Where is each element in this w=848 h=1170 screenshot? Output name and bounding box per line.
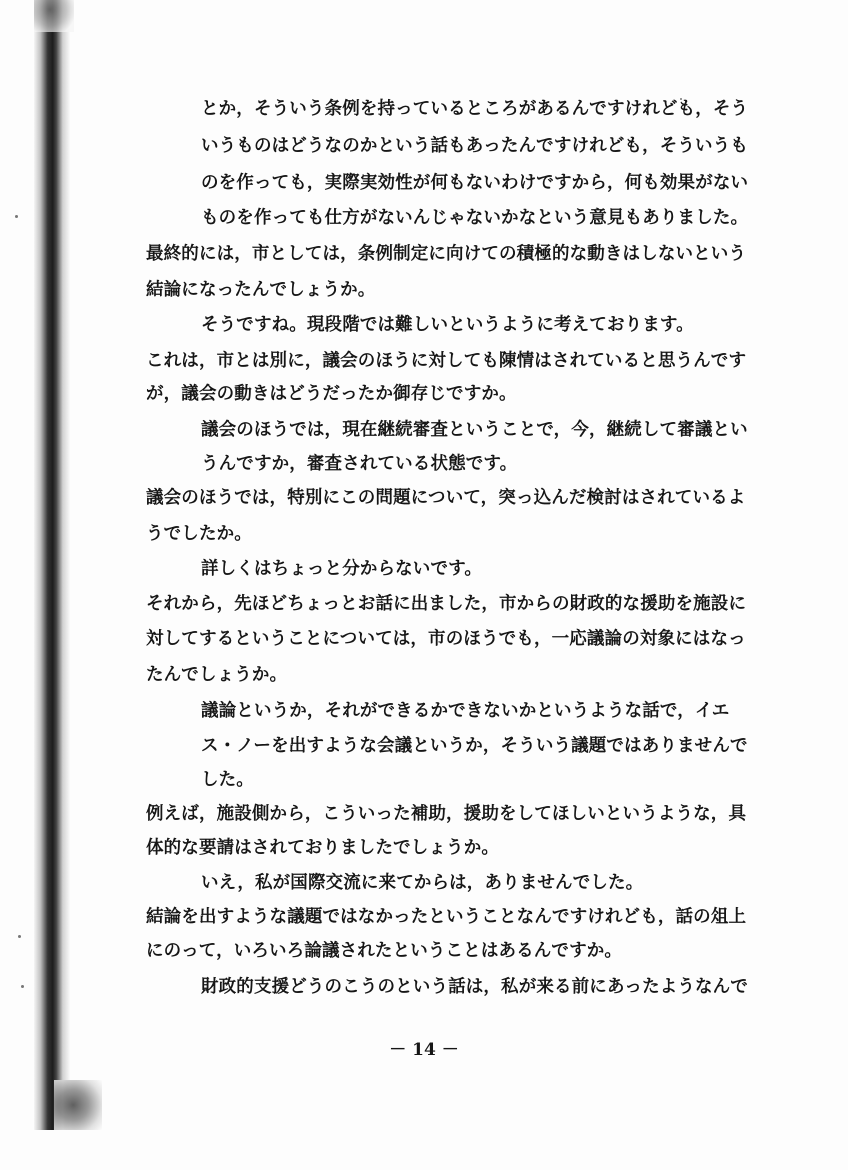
text-line: 議会のほうでは，特別にこの問題について，突っ込んだ検討はされているよ xyxy=(146,488,746,508)
text-line: が，議会の動きはどうだったか御存じですか。 xyxy=(146,384,517,404)
text-line: そうですね。現段階では難しいというように考えております。 xyxy=(201,315,694,335)
text-line: 結論を出すような議題ではなかったということなんですけれども，話の俎上 xyxy=(146,907,747,927)
text-line: たんでしょうか。 xyxy=(146,665,288,685)
text-line: 対してするということについては，市のほうでも，一応議論の対象にはなっ xyxy=(146,629,746,649)
text-line: とか，そういう条例を持っているところがあるんですけれども，そう xyxy=(201,99,749,119)
text-line: いうものはどうなのかという話もあったんですけれども，そういうも xyxy=(201,136,748,156)
text-line: 例えば，施設側から，こういった補助，援助をしてほしいというような，具 xyxy=(146,804,747,824)
text-line: ス・ノーを出すような会議というか，そういう議題ではありませんで xyxy=(201,736,748,756)
text-line: した。 xyxy=(201,770,254,790)
text-line: 最終的には，市としては，条例制定に向けての積極的な動きはしないという xyxy=(146,244,747,264)
text-line: 議会のほうでは，現在継続審査ということで，今，継続して審議とい xyxy=(201,420,748,440)
text-line: ものを作っても仕方がないんじゃないかなという意見もありました。 xyxy=(201,208,749,228)
text-line: 体的な要請はされておりましたでしょうか。 xyxy=(146,838,499,858)
text-line: うでしたか。 xyxy=(146,524,252,544)
text-line: のを作っても，実際実効性が何もないわけですから，何も効果がない xyxy=(201,173,749,193)
text-line: いえ，私が国際交流に来てからは，ありませんでした。 xyxy=(201,873,644,893)
text-line: これは，市とは別に，議会のほうに対しても陳情はされていると思うんです xyxy=(146,351,747,371)
text-line: 財政的支援どうのこうのという話は，私が来る前にあったようなんで xyxy=(201,977,748,997)
text-line: それから，先ほどちょっとお話に出ました，市からの財政的な援助を施設に xyxy=(146,594,747,614)
text-line: うんですか，審査されている状態です。 xyxy=(201,454,518,474)
text-line: 議論というか，それができるかできないかというような話で，イエ xyxy=(201,701,730,721)
text-line: 詳しくはちょっと分からないです。 xyxy=(201,559,482,579)
text-line: にのって，いろいろ論議されたということはあるんですか。 xyxy=(146,941,623,961)
text-line: 結論になったんでしょうか。 xyxy=(146,280,376,300)
page-number: － 14 － xyxy=(389,1040,459,1060)
